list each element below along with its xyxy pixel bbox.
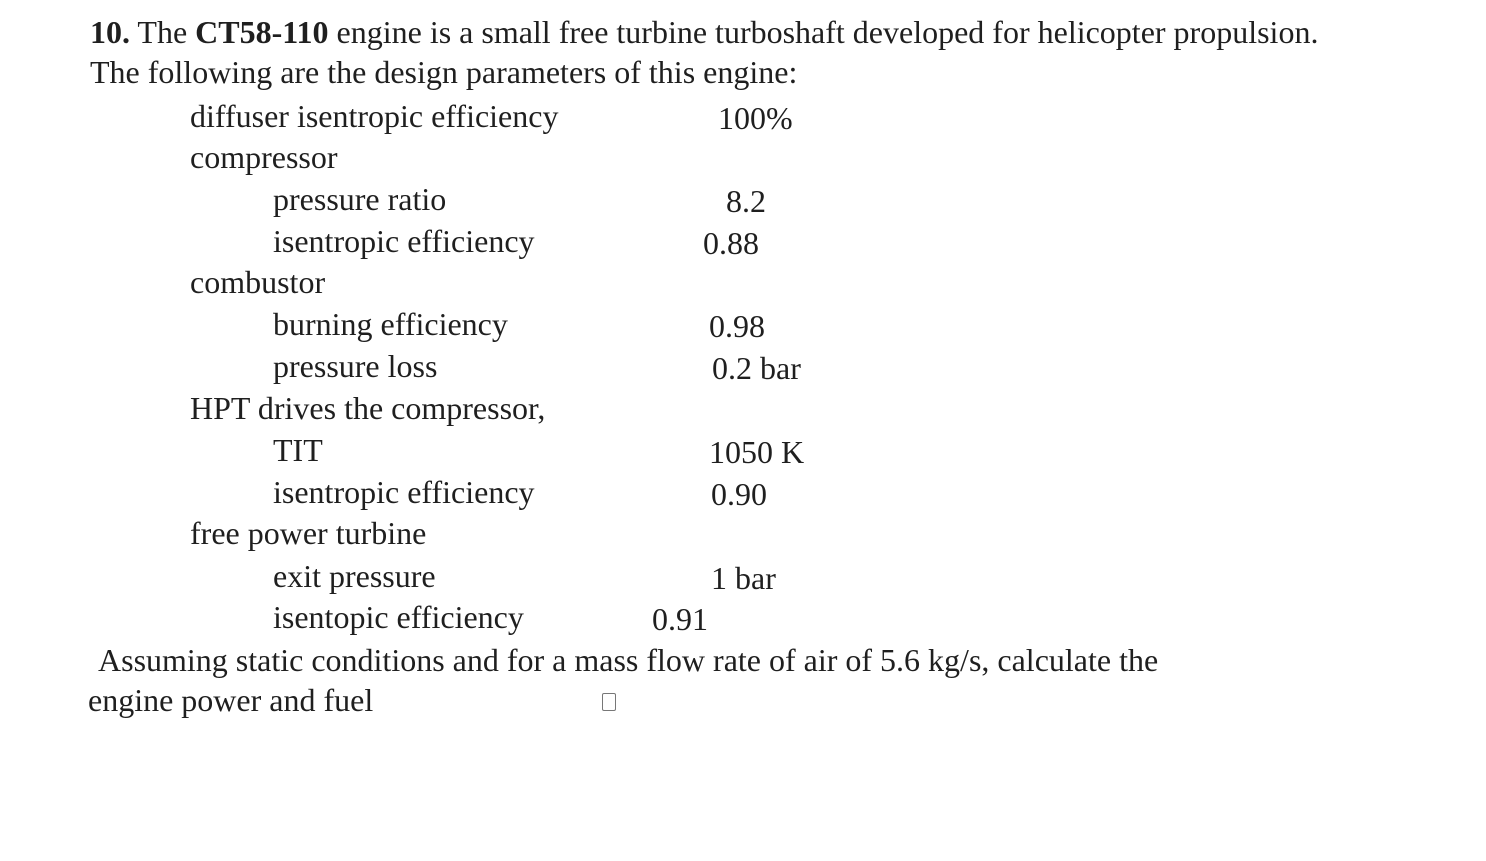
pressure-loss-label: pressure loss bbox=[273, 348, 438, 384]
question-line-2: engine power and fuel bbox=[88, 682, 374, 718]
hpt-efficiency-label: isentropic efficiency bbox=[273, 474, 535, 510]
burning-efficiency-label: burning efficiency bbox=[273, 306, 508, 342]
compressor-efficiency-value: 0.88 bbox=[703, 225, 759, 261]
engine-model: CT58-110 bbox=[195, 14, 329, 50]
missing-glyph-box-icon bbox=[602, 693, 616, 711]
problem-number: 10. bbox=[90, 14, 130, 50]
combustor-heading: combustor bbox=[190, 264, 326, 300]
fpt-efficiency-value: 0.91 bbox=[652, 601, 708, 637]
exit-pressure-value: 1 bar bbox=[711, 560, 776, 596]
hpt-heading: HPT drives the compressor, bbox=[190, 390, 546, 426]
burning-efficiency-value: 0.98 bbox=[709, 308, 765, 344]
question-line-1: Assuming static conditions and for a mass flow rate of air of 5.6 kg/s, calculate the bbox=[98, 642, 1159, 678]
diffuser-value: 100% bbox=[718, 100, 793, 136]
hpt-efficiency-value: 0.90 bbox=[711, 476, 767, 512]
compressor-pressure-ratio-label: pressure ratio bbox=[273, 181, 447, 217]
compressor-efficiency-label: isentropic efficiency bbox=[273, 223, 535, 259]
intro-pre-text: The bbox=[137, 14, 188, 50]
compressor-pressure-ratio-value: 8.2 bbox=[726, 183, 766, 219]
compressor-heading: compressor bbox=[190, 139, 338, 175]
fpt-efficiency-label: isentopic efficiency bbox=[273, 599, 524, 635]
intro-post-text: engine is a small free turbine turboshaft developed for helicopter propulsion. The following are the design parameters of this engine: bbox=[90, 14, 1319, 90]
tit-value: 1050 K bbox=[709, 434, 805, 470]
tit-label: TIT bbox=[273, 432, 323, 468]
fpt-heading: free power turbine bbox=[190, 515, 427, 551]
pressure-loss-value: 0.2 bar bbox=[712, 350, 801, 386]
exit-pressure-label: exit pressure bbox=[273, 558, 436, 594]
diffuser-label: diffuser isentropic efficiency bbox=[190, 98, 559, 134]
problem-intro bbox=[90, 12, 1340, 92]
